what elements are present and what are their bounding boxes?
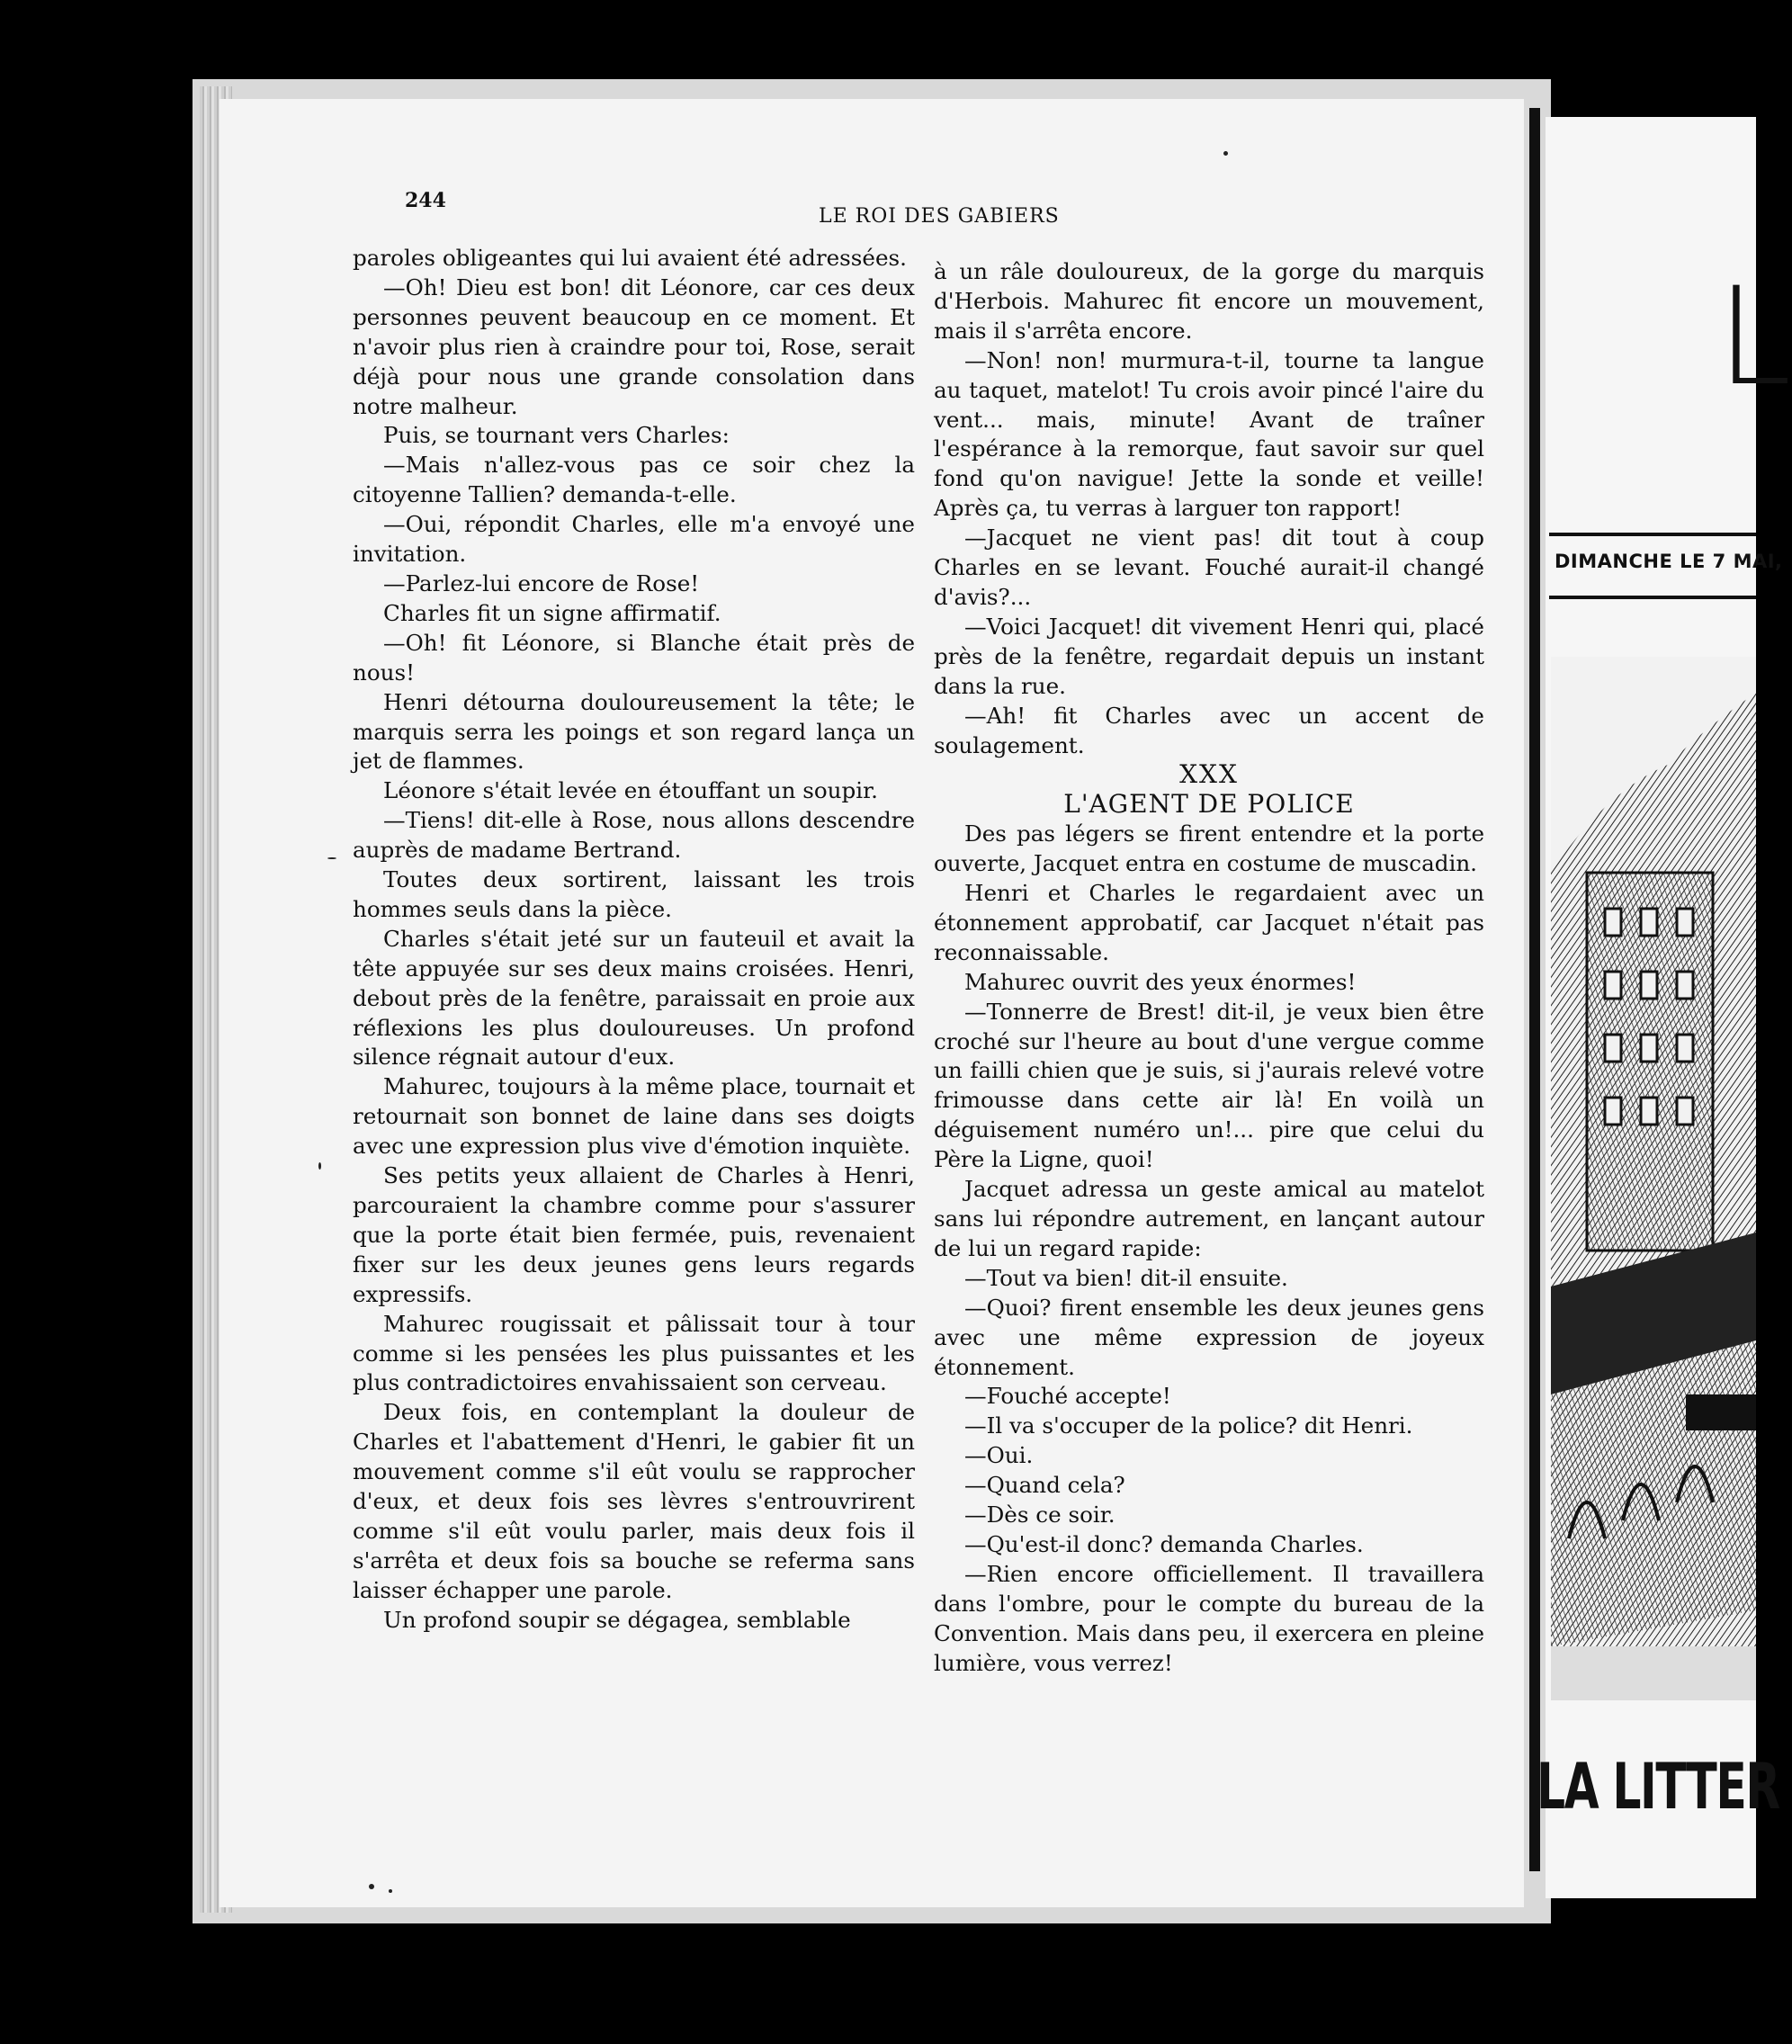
paragraph: Charles s'était jeté sur un fauteuil et avait la tête appuyée sur ses deux mains croisées. Henri, debout près de la fenêtre, paraissait en proie aux réflexions les plus douloureuses. Un profond silence régnait autour d'eux. xyxy=(353,925,915,1071)
chapter-title: L'AGENT DE POLICE xyxy=(1063,789,1355,820)
paragraph: à un râle douloureux, de la gorge du marquis d'Herbois. Mahurec fit encore un mouvement, mais il s'arrêta encore. xyxy=(934,258,1484,344)
paragraph: paroles obligeantes qui lui avaient été adressées. xyxy=(353,245,907,271)
paragraph: —Tout va bien! dit-il ensuite. xyxy=(964,1264,1288,1291)
engraving-illustration xyxy=(1551,657,1756,1700)
paragraph: Charles fit un signe affirmatif. xyxy=(383,599,721,626)
paragraph: —Quand cela? xyxy=(964,1472,1125,1499)
paragraph: —Tiens! dit-elle à Rose, nous allons descendre auprès de madame Bertrand. xyxy=(353,807,915,864)
paragraph: —Ah! fit Charles avec un accent de soulagement. xyxy=(934,702,1484,758)
paragraph: Henri et Charles le regardaient avec un étonnement approbatif, car Jacquet n'était pas reconnaissable. xyxy=(934,880,1484,965)
paragraph: —Non! non! murmura-t-il, tourne ta langue au taquet, matelot! Tu crois avoir pincé l'aire du vent... mais, minute! Avant de traîner l'espérance à la remorque, faut savoir sur quel fond qu'on navigue! Jette la sonde et veille! Après ça, tu verras à larguer ton rapport! xyxy=(934,346,1484,522)
date-rule xyxy=(1549,596,1756,599)
paragraph: —Oui. xyxy=(964,1442,1034,1469)
paragraph: —Quoi? firent ensemble les deux jeunes gens avec une même expression de joyeux étonnement. xyxy=(934,1294,1484,1380)
paragraph: —Jacquet ne vient pas! dit tout à coup Charles en se levant. Fouché aurait-il changé d'avis?... xyxy=(934,524,1484,610)
masthead-letter: L xyxy=(1716,259,1792,416)
paragraph: —Tonnerre de Brest! dit-il, je veux bien être croché sur l'heure au bout d'une vergue comme un failli chien que je suis, si j'aurais relevé votre frimousse dans cette air là! En voilà un déguisement numéro un!... pire que celui du Père la Ligne, quoi! xyxy=(934,998,1484,1173)
paragraph: Puis, se tournant vers Charles: xyxy=(383,422,730,449)
paragraph: —Oh! Dieu est bon! dit Léonore, car ces deux personnes peuvent beaucoup en ce moment. Et n'avoir plus rien à craindre pour toi, Rose, serait déjà pour nous une grande consolation dans notre malheur. xyxy=(353,273,915,419)
paragraph: —Rien encore officiellement. Il travaillera dans l'ombre, pour le compte du bureau de la Convention. Mais dans peu, il exercera en pleine lumière, vous verrez! xyxy=(934,1560,1484,1676)
masthead-rule xyxy=(1549,533,1756,536)
paragraph: —Fouché accepte! xyxy=(964,1383,1171,1410)
paragraph: Ses petits yeux allaient de Charles à Henri, parcouraient la chambre comme pour s'assurer que la porte était bien fermée, puis, revenaient fixer sur les deux jeunes gens leurs regards expressifs. xyxy=(353,1162,915,1307)
banner-text: LA LITTER xyxy=(1537,1750,1779,1824)
paragraph: —Il va s'occuper de la police? dit Henri. xyxy=(964,1412,1413,1439)
paragraph: Léonore s'était levée en étouffant un soupir. xyxy=(383,777,878,804)
paragraph: —Qu'est-il donc? demanda Charles. xyxy=(964,1530,1364,1557)
paragraph: —Dès ce soir. xyxy=(964,1502,1116,1529)
right-text-column xyxy=(934,257,1484,1679)
book-gutter xyxy=(1529,108,1540,1871)
paragraph: Mahurec rougissait et pâlissait tour à tour comme si les pensées les plus puissantes et les plus contradictoires envahissaient son cerveau. xyxy=(353,1310,915,1396)
date-line: DIMANCHE LE 7 MAI, xyxy=(1555,551,1783,572)
adjacent-page xyxy=(1537,117,1792,1898)
page-number: 244 xyxy=(405,189,446,212)
running-title: LE ROI DES GABIERS xyxy=(819,205,1060,228)
paragraph: Toutes deux sortirent, laissant les trois hommes seuls dans la pièce. xyxy=(353,866,915,922)
paragraph: Henri détourna douloureusement la tête; le marquis serra les poings et son regard lança un jet de flammes. xyxy=(353,688,915,775)
paragraph: Jacquet adressa un geste amical au matelot sans lui répondre autrement, en lançant autour de lui un regard rapide: xyxy=(934,1176,1484,1261)
paragraph: —Oh! fit Léonore, si Blanche était près de nous! xyxy=(353,629,915,686)
left-text-column xyxy=(353,244,915,1636)
chapter-number: XXX xyxy=(1179,759,1239,790)
paragraph: —Oui, répondit Charles, elle m'a envoyé une invitation. xyxy=(353,511,915,568)
paragraph: Des pas légers se firent entendre et la porte ouverte, Jacquet entra en costume de muscadin. xyxy=(934,820,1484,877)
paragraph: Mahurec, toujours à la même place, tournait et retournait son bonnet de laine dans ses doigts avec une expression plus vive d'émotion inquiète. xyxy=(353,1073,915,1160)
paragraph: —Mais n'allez-vous pas ce soir chez la citoyenne Tallien? demanda-t-elle. xyxy=(353,452,915,508)
paragraph: —Parlez-lui encore de Rose! xyxy=(383,569,700,596)
paragraph: Mahurec ouvrit des yeux énormes! xyxy=(964,968,1357,995)
paragraph: Deux fois, en contemplant la douleur de Charles et l'abattement d'Henri, le gabier fit un mouvement comme s'il eût voulu se rapprocher d'eux, et deux fois ses lèvres s'entrouvrirent comme s'il eût voulu parler, mais deux fois il s'arrêta et deux fois sa bouche se referma sans laisser échapper une parole. xyxy=(353,1399,915,1603)
paragraph: Un profond soupir se dégagea, semblable xyxy=(383,1606,851,1633)
paragraph: —Voici Jacquet! dit vivement Henri qui, placé près de la fenêtre, regardait depuis un instant dans la rue. xyxy=(934,613,1484,699)
